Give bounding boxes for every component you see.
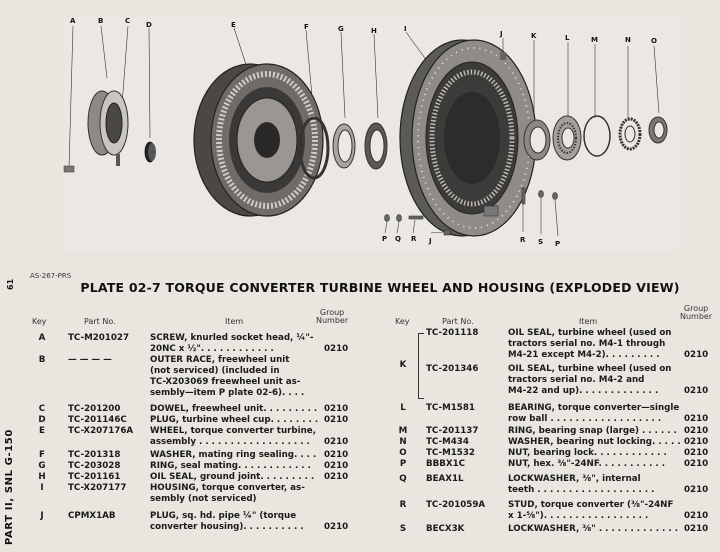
- left-header-part-no: Part No.: [84, 317, 116, 326]
- screw-part-a: [64, 166, 74, 172]
- right-row-item: NUT, hex. ⅜"-24NF. . . . . . . . . . .: [508, 459, 666, 469]
- svg-text:D: D: [146, 21, 152, 29]
- right-row-item: OIL SEAL, turbine wheel (used on tractors serial no. M4-2 and M4-22 and up). . . . . . . . . . . . .: [508, 364, 672, 397]
- left-row-group: 0210: [324, 450, 349, 460]
- left-row-group: 0210: [324, 461, 349, 471]
- right-row-group: 0210: [684, 511, 709, 521]
- left-row-key: A: [38, 333, 46, 343]
- svg-text:A: A: [70, 18, 76, 25]
- left-row-item: PLUG, turbine wheel cup. . . . . . . .: [150, 415, 319, 425]
- converter-housing-part-i: [400, 40, 536, 236]
- svg-text:R: R: [520, 236, 526, 244]
- lock-nut-part-o: [649, 117, 667, 143]
- left-header-key: Key: [32, 317, 47, 326]
- left-row-item: WHEEL, torque converter turbine, assembly . . . . . . . . . . . . . . . . . .: [150, 426, 316, 448]
- exploded-view-illustration: [62, 18, 678, 252]
- left-row-item: PLUG, sq. hd. pipe ¼" (torque converter housing). . . . . . . . . .: [150, 511, 304, 533]
- dowel-part-c: [116, 154, 120, 166]
- left-row-group: 0210: [324, 522, 349, 532]
- svg-text:R: R: [411, 235, 417, 243]
- right-header-group-number: Group Number: [680, 304, 713, 321]
- right-row-key: M: [398, 426, 408, 436]
- oil-seal-part-k: [524, 120, 550, 160]
- left-row-item: OUTER RACE, freewheel unit (not serviced) (included in TC-X203069 freewheel unit as- sembly—item P plate 02-6). . . .: [150, 355, 305, 399]
- svg-text:N: N: [625, 36, 631, 44]
- left-row-part: TC-M201027: [68, 333, 130, 343]
- svg-text:I: I: [404, 25, 407, 33]
- right-row-part: TC-201059A: [426, 500, 486, 510]
- svg-text:H: H: [371, 27, 377, 35]
- left-row-item: OIL SEAL, ground joint. . . . . . . . .: [150, 472, 315, 482]
- svg-text:B: B: [98, 18, 104, 25]
- svg-text:E: E: [231, 21, 236, 29]
- left-row-part: TC-X207177: [68, 483, 127, 493]
- right-header-key: Key: [395, 317, 410, 326]
- right-row-part: BECX3K: [426, 524, 465, 534]
- k-brace: [418, 333, 424, 399]
- right-row-group: 0210: [684, 414, 709, 424]
- left-row-item: WASHER, mating ring sealing. . . .: [150, 450, 317, 460]
- right-row-part: TC-201346: [426, 364, 479, 374]
- svg-text:O: O: [651, 37, 657, 45]
- svg-text:F: F: [304, 23, 309, 31]
- left-row-group: 0210: [324, 415, 349, 425]
- right-row-part: TC-201137: [426, 426, 479, 436]
- left-row-item: SCREW, knurled socket head, ¼"- 20NC x ½". . . . . . . . . . . .: [150, 333, 314, 355]
- snap-ring-part-m: [584, 116, 610, 156]
- svg-text:P: P: [555, 240, 561, 248]
- right-row-item: RING, bearing snap (large) . . . . . .: [508, 426, 677, 436]
- svg-text:Q: Q: [395, 235, 401, 243]
- left-row-part: TC-X207176A: [68, 426, 134, 436]
- right-row-part: BEAX1L: [426, 474, 464, 484]
- right-row-item: LOCKWASHER, ⅜" . . . . . . . . . . . . .: [508, 524, 679, 534]
- left-row-group: 0210: [324, 437, 349, 447]
- left-row-item: RING, seal mating. . . . . . . . . . . .: [150, 461, 311, 471]
- svg-text:P: P: [382, 235, 388, 243]
- right-row-group: 0210: [684, 350, 709, 360]
- right-row-key: R: [399, 500, 407, 510]
- seal-ring-part-g: [333, 124, 355, 168]
- left-row-key: I: [40, 483, 44, 493]
- turbine-wheel-part-e: [194, 64, 323, 216]
- right-row-key: O: [399, 448, 407, 458]
- left-header-item: Item: [225, 317, 244, 326]
- right-row-group: 0210: [684, 459, 709, 469]
- right-row-item: WASHER, bearing nut locking. . . . .: [508, 437, 681, 447]
- left-row-part: TC-203028: [68, 461, 121, 471]
- right-row-group: 0210: [684, 437, 709, 447]
- right-row-part: TC-201118: [426, 328, 479, 338]
- left-row-key: B: [38, 355, 46, 365]
- left-row-key: H: [38, 472, 46, 482]
- outer-race-part-b: [88, 91, 128, 155]
- right-row-group: 0210: [684, 524, 709, 534]
- svg-text:S: S: [538, 238, 544, 246]
- left-row-group: 0210: [324, 404, 349, 414]
- right-row-item: OIL SEAL, turbine wheel (used on tractors serial no. M4-1 through M4-21 except M4-2). . . . . . . . .: [508, 328, 672, 361]
- svg-text:G: G: [338, 25, 344, 33]
- left-header-group-number: Group Number: [316, 308, 349, 325]
- left-row-key: D: [38, 415, 46, 425]
- right-row-item: NUT, bearing lock. . . . . . . . . . . .: [508, 448, 667, 458]
- right-row-group: 0210: [684, 386, 709, 396]
- right-row-key: P: [399, 459, 407, 469]
- right-row-item: BEARING, torque converter—single row ball . . . . . . . . . . . . . . . . . .: [508, 403, 680, 425]
- running-head: PART II, SNL G-150: [4, 429, 15, 545]
- right-row-part: BBBX1C: [426, 459, 465, 469]
- pipe-plug-part-j: [500, 52, 506, 60]
- right-row-group: 0210: [684, 448, 709, 458]
- oil-seal-part-h: [365, 123, 387, 169]
- svg-text:M: M: [591, 36, 598, 44]
- right-row-item: LOCKWASHER, ⅜", internal teeth . . . . . . . . . . . . . . . . . . .: [508, 474, 655, 496]
- left-row-key: F: [39, 450, 45, 460]
- left-row-group: 0210: [324, 472, 349, 482]
- right-row-part: TC-M1581: [426, 403, 475, 413]
- right-row-key: L: [400, 403, 406, 413]
- left-row-key: E: [39, 426, 45, 436]
- left-row-part: TC-201200: [68, 404, 121, 414]
- right-row-key: K: [399, 360, 407, 370]
- plug-part-d: [145, 142, 156, 162]
- lock-washer-part-n: [620, 119, 640, 149]
- page-number: 61: [6, 278, 15, 290]
- svg-text:C: C: [125, 18, 131, 25]
- svg-text:L: L: [565, 34, 570, 42]
- left-row-item: HOUSING, torque converter, as- sembly (not serviced): [150, 483, 305, 505]
- left-row-part: TC-201318: [68, 450, 121, 460]
- left-row-key: G: [38, 461, 46, 471]
- left-row-group: 0210: [324, 344, 349, 354]
- svg-text:J: J: [500, 30, 503, 38]
- plate-title: PLATE 02-7 TORQUE CONVERTER TURBINE WHEEL AND HOUSING (EXPLODED VIEW): [80, 280, 680, 295]
- left-row-part: TC-201161: [68, 472, 121, 482]
- right-row-key: Q: [399, 474, 407, 484]
- exploded-view-drawing: [62, 18, 678, 252]
- left-row-part: TC-201146C: [68, 415, 127, 425]
- left-row-key: C: [38, 404, 46, 414]
- right-row-key: S: [399, 524, 407, 534]
- right-header-part-no: Part No.: [442, 317, 474, 326]
- bearing-part-l: [553, 116, 581, 160]
- left-row-item: DOWEL, freewheel unit. . . . . . . . .: [150, 404, 318, 414]
- right-header-item: Item: [579, 317, 598, 326]
- hardware-group-right: [522, 188, 558, 236]
- right-row-part: TC-M434: [426, 437, 469, 447]
- svg-text:K: K: [531, 32, 537, 40]
- right-row-part: TC-M1532: [426, 448, 475, 458]
- left-row-part: CPMX1AB: [68, 511, 116, 521]
- left-row-key: J: [40, 511, 44, 521]
- left-row-part: — — — —: [68, 355, 112, 365]
- illustration-code: AS-267-PRS: [30, 272, 72, 280]
- right-row-item: STUD, torque converter (⅜"-24NF x 1-⅝"). . . . . . . . . . . . . . . . .: [508, 500, 674, 522]
- right-row-key: N: [399, 437, 407, 447]
- right-row-group: 0210: [684, 426, 709, 436]
- svg-text:J: J: [429, 237, 432, 245]
- right-row-group: 0210: [684, 485, 709, 495]
